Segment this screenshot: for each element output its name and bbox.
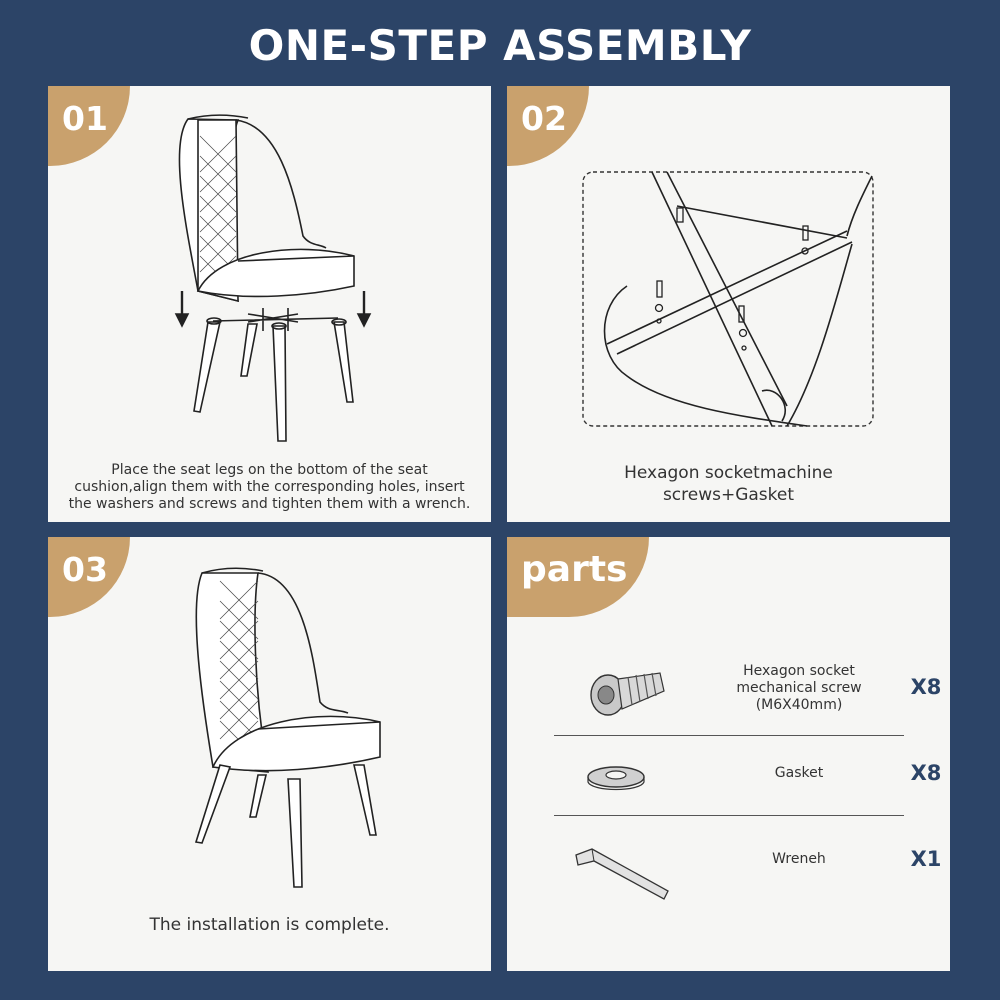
step-1-badge: 01 [48, 86, 130, 166]
hex-screw-icon [582, 655, 672, 725]
step-1-caption: Place the seat legs on the bottom of the seat cushion,align them with the corresponding holes, insert the washers and screws and tighten them with a wrench. [68, 462, 471, 512]
allen-wrench-icon [568, 841, 678, 911]
assembled-chair-illustration [48, 537, 491, 907]
page-title: ONE-STEP ASSEMBLY [248, 21, 752, 70]
part-qty-screw: X8 [910, 675, 942, 699]
step-3-badge: 03 [48, 537, 130, 617]
part-row-wrench [554, 827, 942, 905]
part-name-gasket: Gasket [774, 765, 824, 781]
chair-leg-attach-illustration [48, 86, 491, 456]
parts-panel [507, 537, 950, 971]
screw-detail-illustration [507, 86, 950, 456]
parts-divider [554, 735, 904, 736]
step-3-caption: The installation is complete. [149, 915, 390, 935]
part-row-gasket [554, 741, 942, 819]
part-row-screw [554, 649, 942, 727]
step-2-badge: 02 [507, 86, 589, 166]
part-qty-gasket: X8 [910, 761, 942, 785]
step-1-panel [48, 86, 491, 522]
parts-badge: parts [507, 537, 649, 617]
part-name-screw: Hexagon socket mechanical screw (M6X40mm) [736, 663, 862, 713]
step-2-panel [507, 86, 950, 522]
step-2-caption: Hexagon socketmachine screws+Gasket [624, 463, 833, 505]
step-3-panel [48, 537, 491, 971]
part-name-wrench: Wreneh [772, 851, 826, 867]
washer-icon [582, 757, 662, 807]
parts-divider [554, 815, 904, 816]
part-qty-wrench: X1 [910, 847, 942, 871]
